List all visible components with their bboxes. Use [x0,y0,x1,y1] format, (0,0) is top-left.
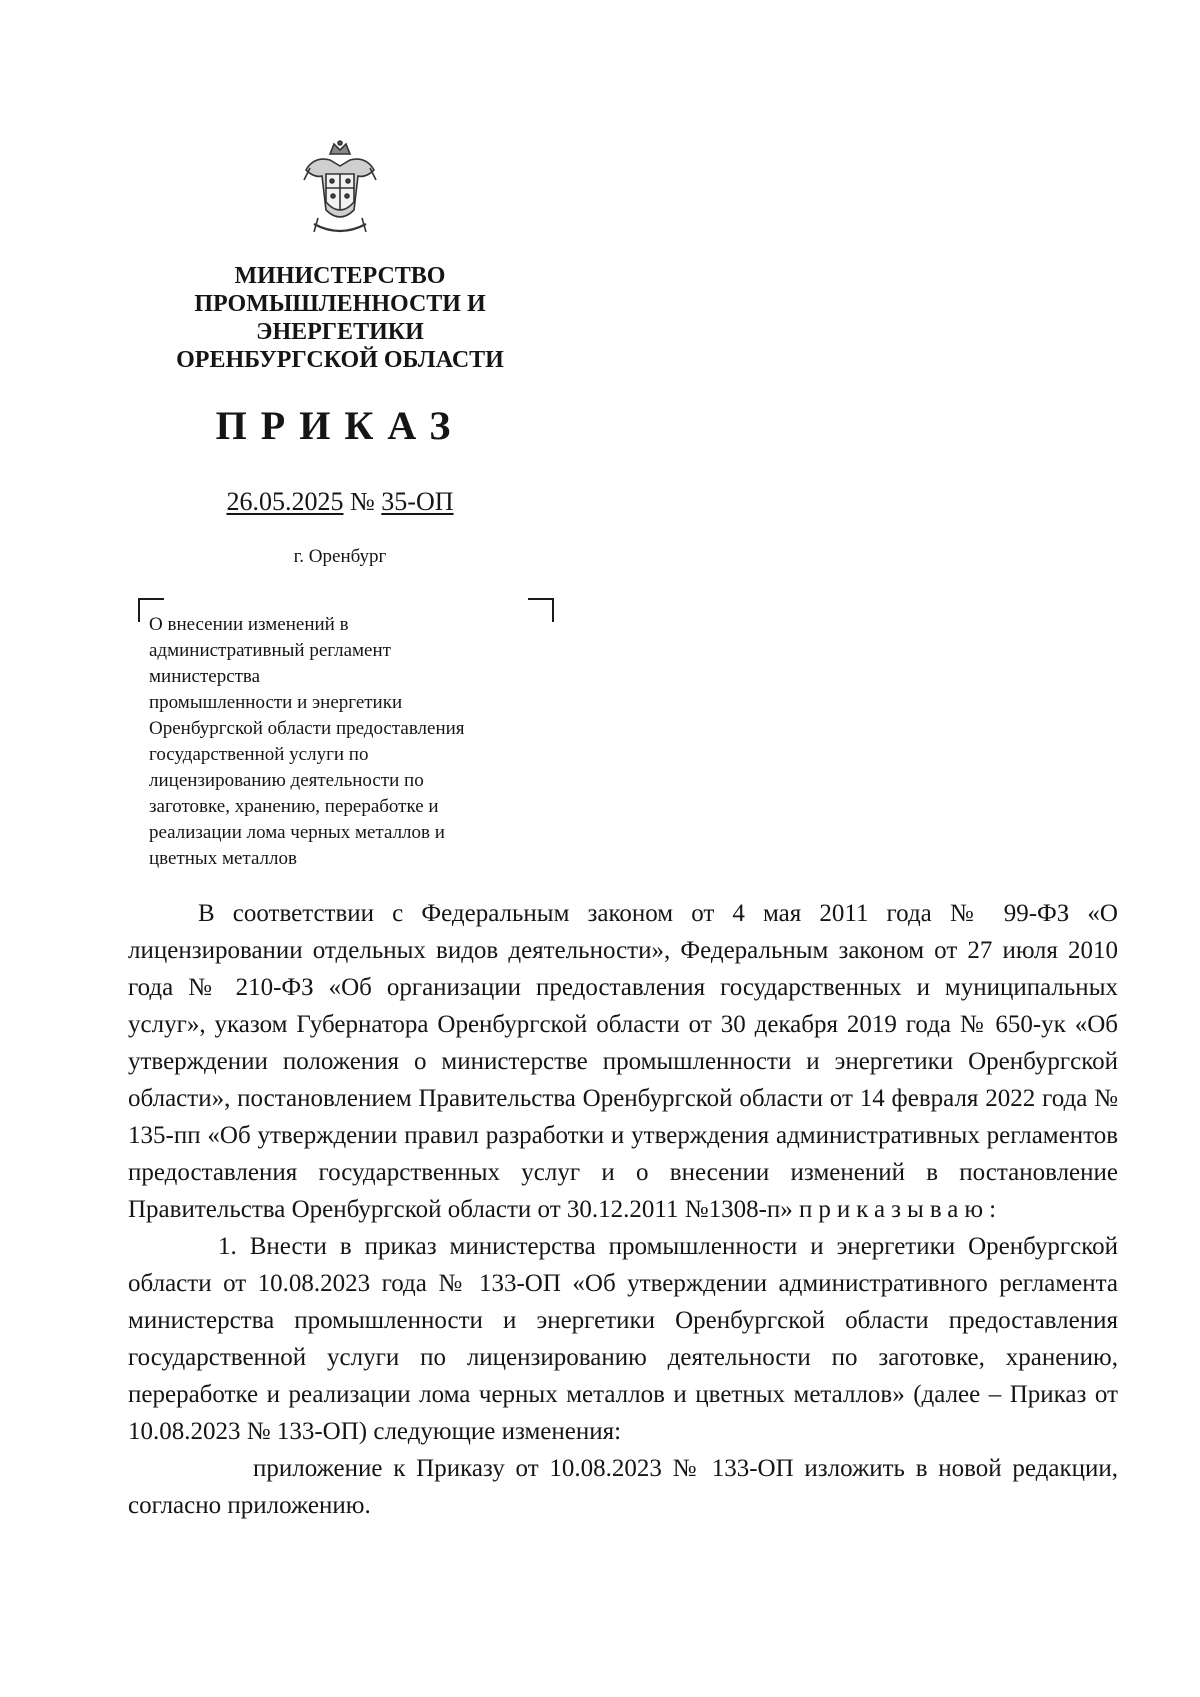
subject-line: административный регламент [149,640,391,661]
subject-line: заготовке, хранению, переработке и [149,796,439,817]
order-date: 26.05.2025 [226,487,344,516]
order-subject [149,612,529,872]
ministry-line: ЭНЕРГЕТИКИ [256,319,424,345]
ministry-line: ПРОМЫШЛЕННОСТИ И [194,291,486,317]
preamble-text: В соответствии с Федеральным законом от 4 мая 2011 года № 99-ФЗ «О лицензировании отдельных видов деятельности», Федеральным законом от 27 июля 2010 года № 210-ФЗ «Об организации предоставления государственных и муниципальных услуг», указом Губернатора Оренбургской области от 30 декабря 2019 года № 650-ук «Об утверждении положения о министерстве промышленности и энергетики Оренбургской области», постановлением Правительства Оренбургской области от 14 февраля 2022 года № 135-пп «Об утверждении правил разработки и утверждения административных регламентов предоставления государственных услуг и о внесении изменений в постановление Правительства Оренбургской области от 30.12.2011 №1308-п» [128,900,1118,1223]
subject-line: лицензированию деятельности по [149,770,424,791]
subject-corner-bracket-right [528,598,554,622]
item-1-paragraph: 1. Внести в приказ министерства промышленности и энергетики Оренбургской области от 10.08.2023 года № 133-ОП «Об утверждении административного регламента министерства промышленности и энергетики Оренбургской области предоставления государственной услуги по лицензированию деятельности по заготовке, хранению, переработке и реализации лома черных металлов и цветных металлов» (далее – Приказ от 10.08.2023 № 133-ОП) следующие изменения: [128,1233,1118,1445]
item-1-subparagraph: приложение к Приказу от 10.08.2023 № 133-ОП изложить в новой редакции, согласно приложению. [128,1455,1118,1519]
number-sign: № [349,487,375,516]
document-type-title: ПРИКАЗ [215,403,465,448]
city: г. Оренбург [293,546,387,567]
preamble-paragraph [128,895,1118,1228]
decree-word: приказываю: [799,1196,1003,1223]
coat-of-arms-icon [296,140,384,240]
ministry-line: МИНИСТЕРСТВО [234,263,446,289]
order-number: 35-ОП [381,487,454,516]
subject-line: Оренбургской области предоставления [149,718,465,739]
ministry-line: ОРЕНБУРГСКОЙ ОБЛАСТИ [176,347,504,373]
subject-line: реализации лома черных металлов и [149,822,445,843]
subject-line: промышленности и энергетики [149,692,403,713]
subject-line: государственной услуги по [149,744,369,765]
subject-line: цветных металлов [149,848,297,869]
subject-line: министерства [149,666,261,687]
ministry-name [150,262,530,374]
subject-line: О внесении изменений в [149,614,349,635]
order-body [128,895,1118,1524]
order-date-number [150,487,530,517]
